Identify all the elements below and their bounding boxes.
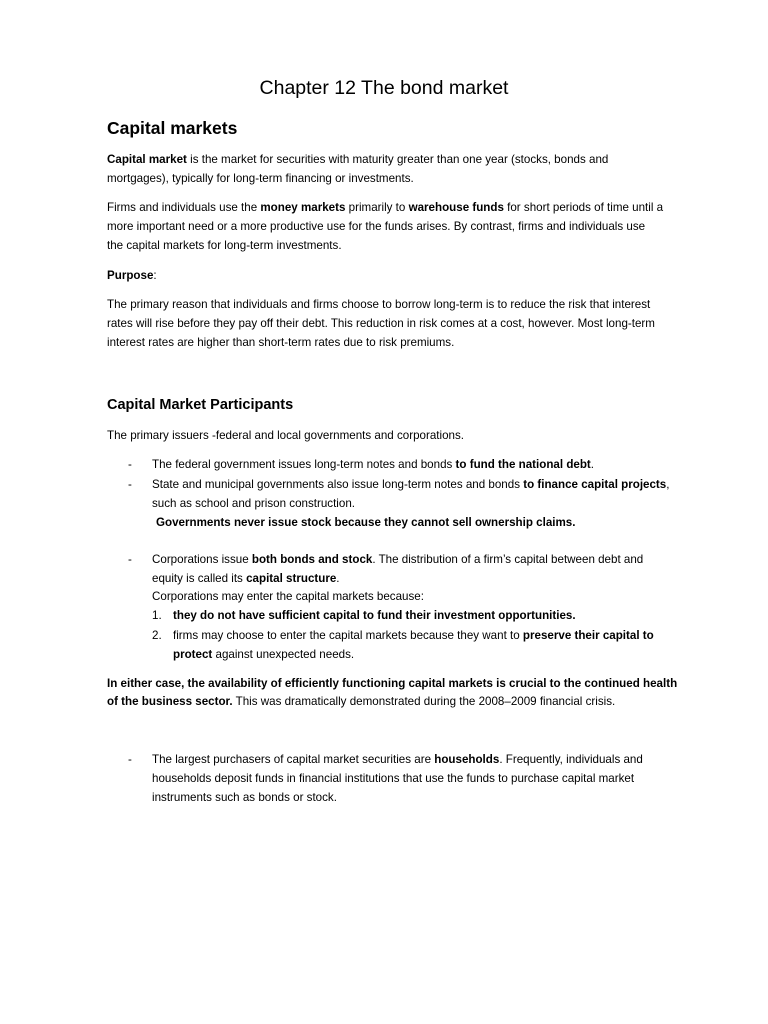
purpose-label: Purpose [107,269,154,282]
bold-term: of the business sector. [107,695,233,708]
text-run: , [666,478,670,491]
list-item-line [152,476,669,494]
paragraph-line: mortgages), typically for long-term financing or investments. [107,172,414,185]
section-heading-capital-markets: Capital markets [107,118,238,138]
text-run: Firms and individuals use the [107,201,261,214]
bold-term: warehouse funds [408,201,504,214]
paragraph-line: the capital markets for long-term investments. [107,239,342,252]
text-run: . [336,572,340,585]
text-run: against unexpected needs. [212,648,355,661]
list-dash: - [128,478,132,491]
list-item-line [152,551,643,569]
text-run: The largest purchasers of capital market securities are [152,753,435,766]
text-run: for short periods of time until a [503,201,664,214]
numbered-item-line [173,646,354,664]
text-run: Corporations issue [152,553,252,566]
purpose-label-line [107,267,157,285]
paragraph-line: more important need or a more productive use for the funds arises. By contrast, firms and individuals use [107,220,646,233]
text-run: This was dramatically demonstrated during the 2008–2009 financial crisis. [232,695,616,708]
list-number: 1. [152,609,162,622]
list-dash: - [128,458,132,471]
bold-term: preserve their capital to [522,629,654,642]
bold-term: both bonds and stock [251,553,373,566]
text-run: . The distribution of a firm’s capital between debt and [372,553,644,566]
bold-term: money markets [260,201,346,214]
list-dash: - [128,753,132,766]
paragraph-line: rates will rise before they pay off their debt. This reduction in risk comes at a cost, however. Most long-term [107,317,655,330]
text-run: . [590,458,595,471]
paragraph-line [107,199,663,217]
numbered-item-line: they do not have sufficient capital to fund their investment opportunities. [173,609,576,622]
paragraph-line: The primary issuers -federal and local governments and corporations. [107,429,465,442]
bold-term: capital structure [246,572,337,585]
paragraph-line: In either case, the availability of efficiently functioning capital markets is crucial to the continued health [107,677,678,690]
bold-term: households [434,753,500,766]
list-dash: - [128,553,132,566]
list-item-line [152,456,594,474]
section-heading-participants: Capital Market Participants [107,397,294,413]
paragraph-line [107,693,615,711]
text-run: : [153,269,157,282]
text-run: primarily to [345,201,409,214]
text-run: State and municipal governments also issue long-term notes and bonds [152,478,524,491]
paragraph-line [107,151,608,169]
bold-term: protect [173,648,213,661]
list-item-line: households deposit funds in financial institutions that use the funds to purchase capital market [152,772,635,785]
text-run: firms may choose to enter the capital markets because they want to [173,629,523,642]
list-item-line: such as school and prison construction. [152,497,356,510]
chapter-title: Chapter 12 The bond market [259,77,509,99]
list-item-line [152,751,643,769]
bold-term: to fund the national debt [455,458,591,471]
paragraph-line: The primary reason that individuals and firms choose to borrow long-term is to reduce the risk that interest [107,298,651,311]
list-item-line: Governments never issue stock because they cannot sell ownership claims. [156,516,576,529]
text-run: is the market for securities with maturity greater than one year (stocks, bonds and [186,153,609,166]
text-run: equity is called its [152,572,247,585]
paragraph-line: interest rates are higher than short-term rates due to risk premiums. [107,336,455,349]
text-run: The federal government issues long-term notes and bonds [152,458,456,471]
numbered-item-line [173,627,654,645]
text-run: . Frequently, individuals and [499,753,643,766]
list-number: 2. [152,629,162,642]
list-item-line: Corporations may enter the capital markets because: [152,590,424,603]
bold-term: Capital market [107,153,187,166]
list-item-line [152,570,340,588]
list-item-line: instruments such as bonds or stock. [152,791,337,804]
bold-term: to finance capital projects [523,478,667,491]
